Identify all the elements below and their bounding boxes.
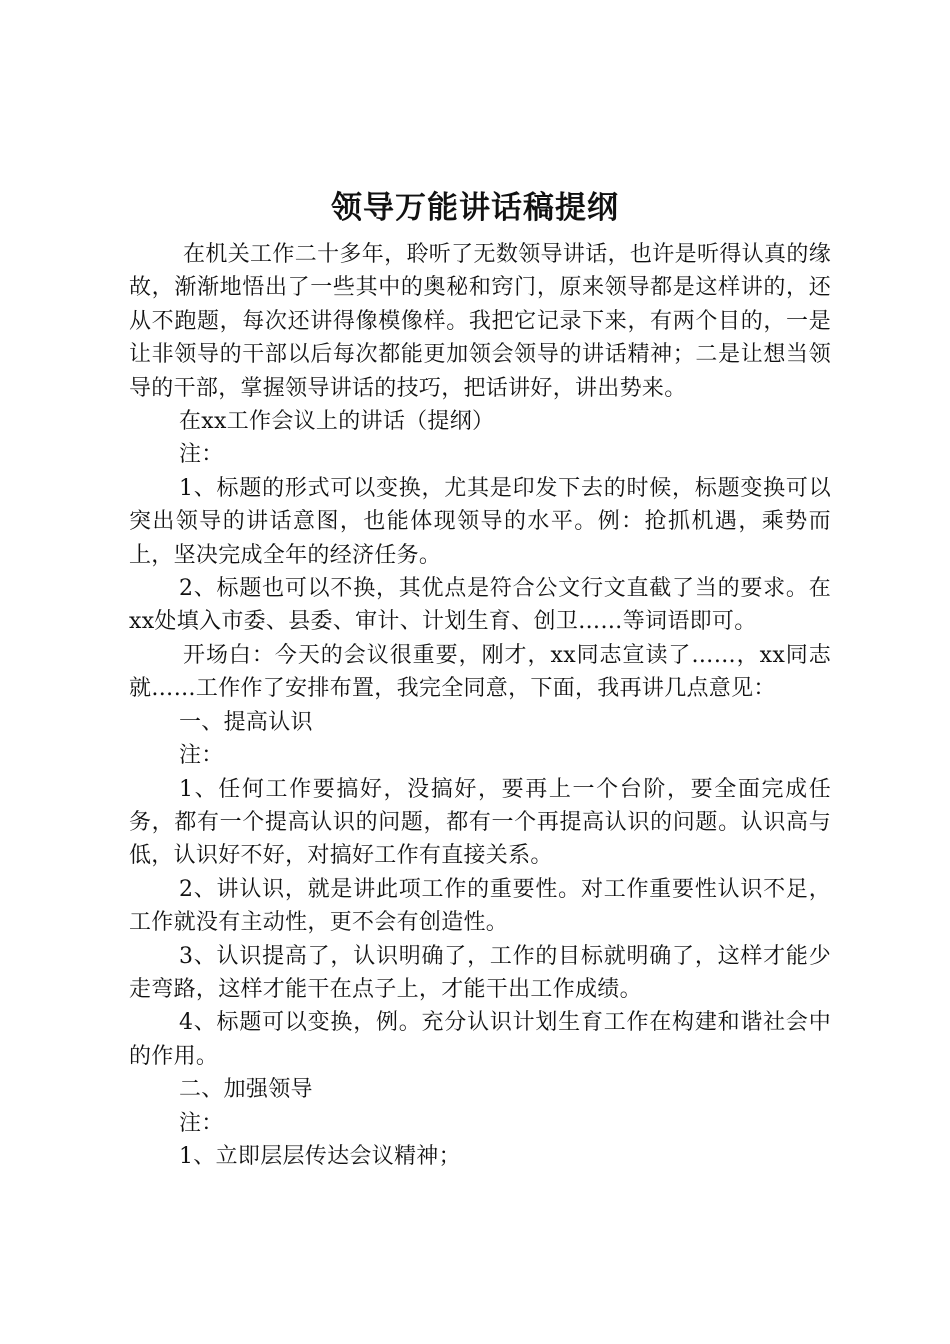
section1-item-4: 4、标题可以变换，例。充分认识计划生育工作在构建和谐社会中的作用。 — [129, 1010, 831, 1069]
note-item-1: 1、标题的形式可以变换，尤其是印发下去的时候，标题变换可以突出领导的讲话意图，也能体现领导的水平。例：抢抓机遇，乘势而上，坚决完成全年的经济任务。 — [129, 475, 831, 568]
section-heading-1: 一、提高认识 — [179, 709, 313, 735]
opening-remarks: 开场白：今天的会议很重要，刚才，xx同志宣读了……，xx同志就……工作作了安排布置，我完全同意，下面，我再讲几点意见： — [129, 642, 831, 702]
note-item-2: 2、标题也可以不换，其优点是符合公文行文直截了当的要求。在xx处填入市委、县委、审计、计划生育、创卫……等词语即可。 — [129, 576, 831, 635]
document-title: 领导万能讲话稿提纲 — [331, 190, 619, 226]
note-label: 注： — [179, 743, 224, 769]
section1-item-2: 2、讲认识，就是讲此项工作的重要性。对工作重要性认识不足，工作就没有主动性，更不会有创造性。 — [129, 876, 831, 936]
section-heading-2: 二、加强领导 — [179, 1077, 313, 1103]
section1-item-3: 3、认识提高了，认识明确了，工作的目标就明确了，这样才能少走弯路，这样才能干在点子上，才能干出工作成绩。 — [129, 943, 831, 1002]
intro-paragraph: 在机关工作二十多年，聆听了无数领导讲话，也许是听得认真的缘故，渐渐地悟出了一些其中的奥秘和窍门，原来领导都是这样讲的，还从不跑题，每次还讲得像模像样。我把它记录下来，有两个目的，一是让非领导的干部以后每次都能更加领会领导的讲话精神；二是让想当领导的干部，掌握领导讲话的技巧，把话讲好，讲出势来。 — [129, 242, 831, 401]
document-body — [129, 238, 831, 1173]
note-label: 注： — [179, 442, 224, 468]
section1-item-1: 1、任何工作要搞好，没搞好，要再上一个台阶，要全面完成任务，都有一个提高认识的问题，都有一个再提高认识的问题。认识高与低，认识好不好，对搞好工作有直接关系。 — [129, 776, 831, 869]
speech-heading: 在xx工作会议上的讲话（提纲） — [179, 409, 495, 435]
section2-item-1: 1、立即层层传达会议精神； — [179, 1143, 461, 1169]
note-label: 注： — [179, 1110, 224, 1136]
